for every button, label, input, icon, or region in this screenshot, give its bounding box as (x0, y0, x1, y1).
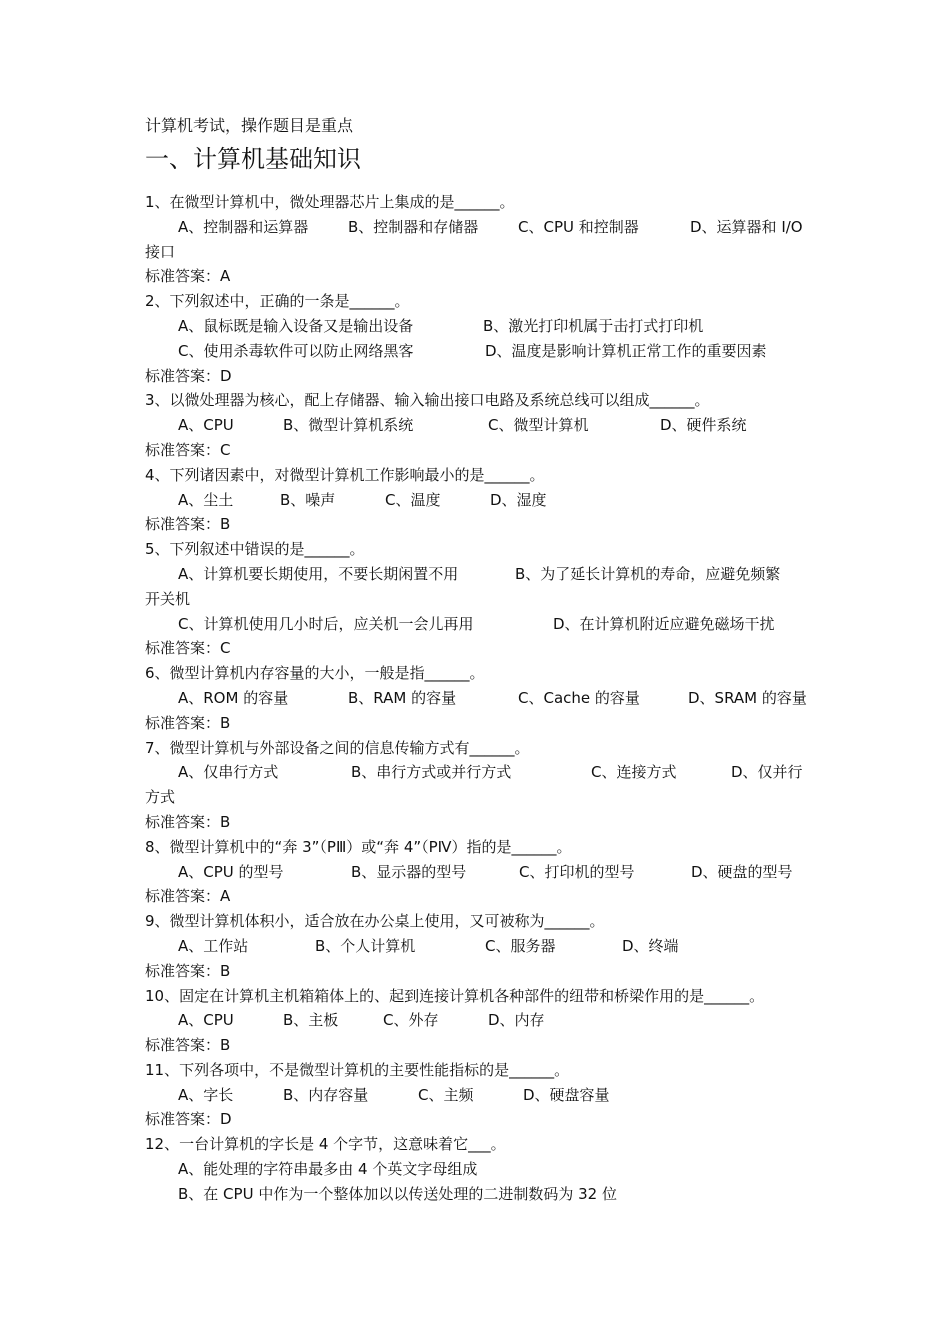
standard-answer: 标准答案：D (145, 366, 232, 385)
answer-option: B、在 CPU 中作为一个整体加以以传送处理的二进制数码为 32 位 (178, 1184, 617, 1203)
option-row (145, 413, 815, 438)
answer-option: B、串行方式或并行方式 (351, 763, 512, 782)
answer-option: C、连接方式 (591, 763, 677, 782)
answer-option: D、硬盘的型号 (691, 862, 793, 881)
answer-option: D、硬盘容量 (523, 1085, 610, 1104)
option-row (145, 612, 815, 637)
answer-option: A、CPU (178, 1011, 234, 1030)
answer-option: B、个人计算机 (315, 936, 416, 955)
answer-option: A、鼠标既是输入设备又是输出设备 (178, 316, 414, 335)
answer-option: A、仅串行方式 (178, 763, 279, 782)
answer-option: A、CPU (178, 416, 234, 435)
answer-option: B、内存容量 (283, 1085, 369, 1104)
standard-answer: 标准答案：A (145, 887, 231, 906)
question-stem: 10、固定在计算机主机箱箱体上的、起到连接计算机各种部件的纽带和桥梁作用的是______。 (145, 986, 765, 1005)
option-row (145, 314, 815, 339)
answer-option: B、显示器的型号 (351, 862, 467, 881)
wrapped-text: 方式 (145, 788, 176, 807)
standard-answer: 标准答案：B (145, 515, 231, 534)
standard-answer: 标准答案：C (145, 440, 231, 459)
wrapped-text: 接口 (145, 242, 176, 261)
answer-option: C、计算机使用几小时后，应关机一会儿再用 (178, 614, 474, 633)
answer-option: C、CPU 和控制器 (518, 217, 639, 236)
question-stem: 12、一台计算机的字长是 4 个字节，这意味着它___。 (145, 1135, 506, 1154)
answer-option: D、内存 (488, 1011, 545, 1030)
question-stem: 11、下列各项中，不是微型计算机的主要性能指标的是______。 (145, 1060, 570, 1079)
answer-option: C、使用杀毒软件可以防止网络黑客 (178, 341, 414, 360)
answer-option: A、字长 (178, 1085, 234, 1104)
standard-answer: 标准答案：C (145, 639, 231, 658)
question-stem: 9、微型计算机体积小，适合放在办公桌上使用，又可被称为______。 (145, 912, 605, 931)
question-stem: 2、下列叙述中，正确的一条是______。 (145, 292, 410, 311)
option-row (145, 760, 815, 785)
option-row (145, 860, 815, 885)
answer-option: A、计算机要长期使用，不要长期闲置不用 (178, 564, 459, 583)
answer-option: B、RAM 的容量 (348, 688, 457, 707)
standard-answer: 标准答案：B (145, 1036, 231, 1055)
answer-option: D、仅并行 (731, 763, 803, 782)
standard-answer: 标准答案：A (145, 267, 231, 286)
answer-option: C、主频 (418, 1085, 474, 1104)
question-stem: 1、在微型计算机中，微处理器芯片上集成的是______。 (145, 193, 515, 211)
option-row (145, 934, 815, 959)
answer-option: C、微型计算机 (488, 416, 589, 435)
answer-option: B、微型计算机系统 (283, 416, 414, 435)
option-row (145, 1083, 815, 1108)
answer-option: D、SRAM 的容量 (688, 688, 807, 707)
answer-option: D、湿度 (490, 490, 547, 509)
answer-option: A、工作站 (178, 936, 249, 955)
standard-answer: 标准答案：D (145, 1110, 232, 1129)
answer-option: B、为了延长计算机的寿命，应避免频繁 (515, 564, 781, 583)
question-stem: 8、微型计算机中的“奔 3”（PⅢ）或“奔 4”（PⅣ）指的是______。 (145, 837, 572, 856)
question-stem: 7、微型计算机与外部设备之间的信息传输方式有______。 (145, 738, 530, 757)
option-row (145, 562, 815, 587)
answer-option: D、硬件系统 (660, 416, 747, 435)
answer-option: C、Cache 的容量 (518, 688, 640, 707)
answer-option: B、噪声 (280, 490, 336, 509)
answer-option: A、尘土 (178, 490, 234, 509)
answer-option: A、ROM 的容量 (178, 688, 289, 707)
answer-option: D、温度是影响计算机正常工作的重要因素 (485, 341, 767, 360)
answer-option: C、服务器 (485, 936, 556, 955)
answer-option: C、温度 (385, 490, 441, 509)
question-stem: 5、下列叙述中错误的是______。 (145, 540, 365, 559)
option-row (145, 488, 815, 513)
question-stem: 6、微型计算机内存容量的大小，一般是指______。 (145, 664, 485, 683)
answer-option: A、CPU 的型号 (178, 862, 284, 881)
question-stem: 4、下列诸因素中，对微型计算机工作影响最小的是______。 (145, 465, 545, 484)
answer-option: C、外存 (383, 1011, 439, 1030)
wrapped-text: 开关机 (145, 589, 191, 608)
answer-option: A、能处理的字符串最多由 4 个英文字母组成 (178, 1160, 478, 1179)
answer-option: D、终端 (622, 936, 679, 955)
answer-option: D、在计算机附近应避免磁场干扰 (553, 614, 775, 633)
section-heading: 一、计算机基础知识 (145, 145, 361, 173)
option-row (145, 1008, 815, 1033)
answer-option: B、主板 (283, 1011, 339, 1030)
intro-line: 计算机考试，操作题目是重点 (145, 116, 354, 135)
answer-option: D、运算器和 I/O (690, 217, 803, 236)
standard-answer: 标准答案：B (145, 713, 231, 732)
answer-option: A、控制器和运算器 (178, 217, 309, 236)
standard-answer: 标准答案：B (145, 812, 231, 831)
answer-option: C、打印机的型号 (519, 862, 635, 881)
option-row (145, 1157, 815, 1182)
question-stem: 3、以微处理器为核心，配上存储器、输入输出接口电路及系统总线可以组成______。 (145, 391, 710, 410)
answer-option: B、控制器和存储器 (348, 217, 479, 236)
answer-option: B、激光打印机属于击打式打印机 (483, 316, 704, 335)
option-row (145, 686, 815, 711)
option-row (145, 339, 815, 364)
option-row (145, 1182, 815, 1207)
option-row (145, 215, 815, 240)
question-list (145, 190, 815, 1207)
standard-answer: 标准答案：B (145, 961, 231, 980)
